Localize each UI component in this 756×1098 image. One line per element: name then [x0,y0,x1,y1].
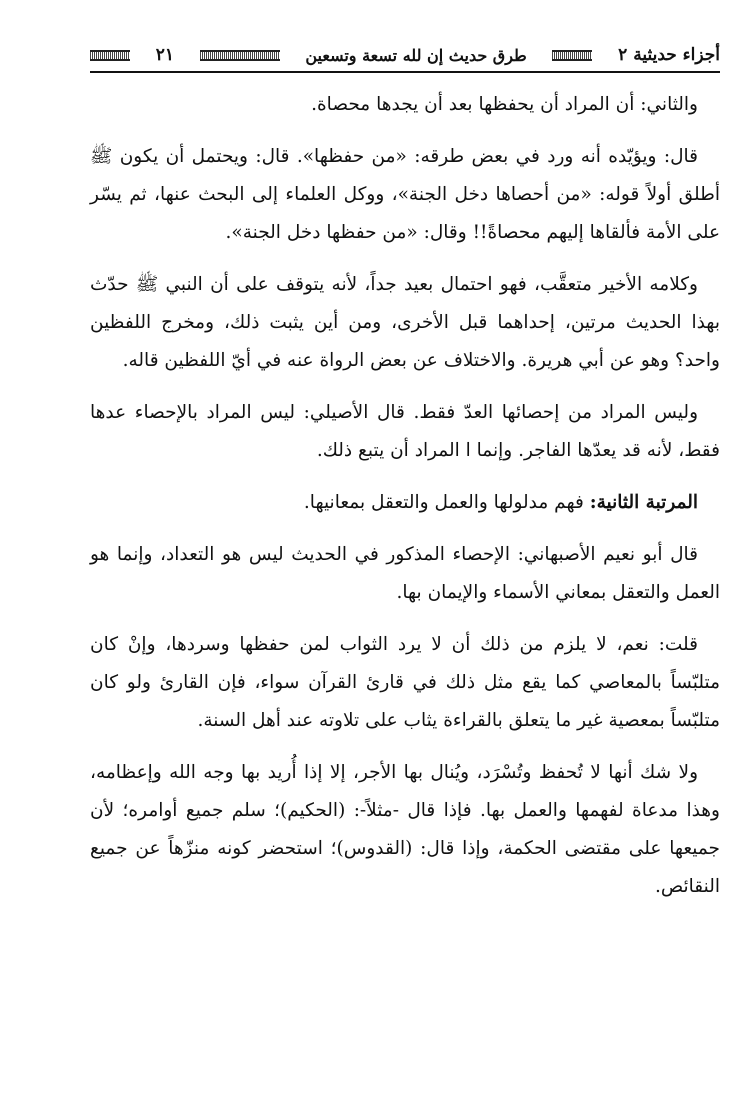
paragraph-text: قلت: نعم، لا يلزم من ذلك أن لا يرد الثواب لمن حفظها وسردها، وإنْ كان متلبّساً بالمعاصي كما يقع مثل ذلك في قارئ القرآن سواء، فإن القارئ ولو كان متلبّساً بمعصية غير ما يتعلق بالقراءة يثاب على تلاوته عند أهل السنة. [90,634,720,731]
paragraph-text: فهم مدلولها والعمل والتعقل بمعانيها. [303,492,584,513]
header-ornament-rule [552,50,592,61]
header-book-title: طرق حديث إن لله تسعة وتسعين [305,45,527,65]
paragraph-text: والثاني: أن المراد أن يحفظها بعد أن يجدها محصاة. [311,94,698,115]
paragraph [90,626,720,740]
paragraph [90,484,720,522]
paragraph-text: وليس المراد من إحصائها العدّ فقط. قال الأصيلي: ليس المراد بالإحصاء عدها فقط، لأنه قد يعدّها الفاجر. وإنما ا المراد أن يتبع ذلك. [90,402,720,461]
running-header [90,40,720,70]
header-ornament-rule [90,50,130,61]
book-page [90,40,720,1070]
paragraph [90,394,720,470]
paragraph [90,754,720,906]
paragraph [90,536,720,612]
paragraph-text: قال: ويؤيّده أنه ورد في بعض طرقه: «من حفظها». قال: ويحتمل أن يكون ﷺ أطلق أولاً قوله: «من أحصاها دخل الجنة»، ووكل العلماء إلى البحث عنها، ثم يسّر على الأمة فألقاها إليهم محصاةً!! وقال: «من حفظها دخل الجنة». [90,146,720,243]
paragraph [90,86,720,124]
paragraph-text: وكلامه الأخير متعقَّب، فهو احتمال بعيد جداً، لأنه يتوقف على أن النبي ﷺ حدّث بهذا الحديث مرتين، إحداهما قبل الأخرى، ومن أين يثبت ذلك، ومخرج اللفظين واحد؟ وهو عن أبي هريرة. والاختلاف عن بعض الرواة عنه في أيّ اللفظين قاله. [90,274,720,371]
paragraph [90,138,720,252]
paragraph [90,266,720,380]
page-body [90,86,720,920]
paragraph-text: ولا شك أنها لا تُحفظ وتُسْرَد، ويُنال بها الأجر، إلا إذا أُريد بها وجه الله وإعظامه، وهذا مدعاة لفهمها والعمل بها. فإذا قال -مثلاً-: (الحكيم)؛ سلم جميع أوامره؛ لأن جميعها على مقتضى الحكمة، وإذا قال: (القدوس)؛ استحضر كونه منزّهاً عن جميع النقائص. [90,762,720,897]
header-divider [90,71,720,73]
paragraph-text: قال أبو نعيم الأصبهاني: الإحصاء المذكور في الحديث ليس هو التعداد، وإنما هو العمل والتعقل بمعاني الأسماء والإيمان بها. [90,544,720,603]
header-ornament-rule [200,50,280,61]
page-number: ٢١ [155,45,174,65]
header-series-title: أجزاء حديثية ٢ [618,45,720,65]
section-heading: المرتبة الثانية: [589,492,698,513]
